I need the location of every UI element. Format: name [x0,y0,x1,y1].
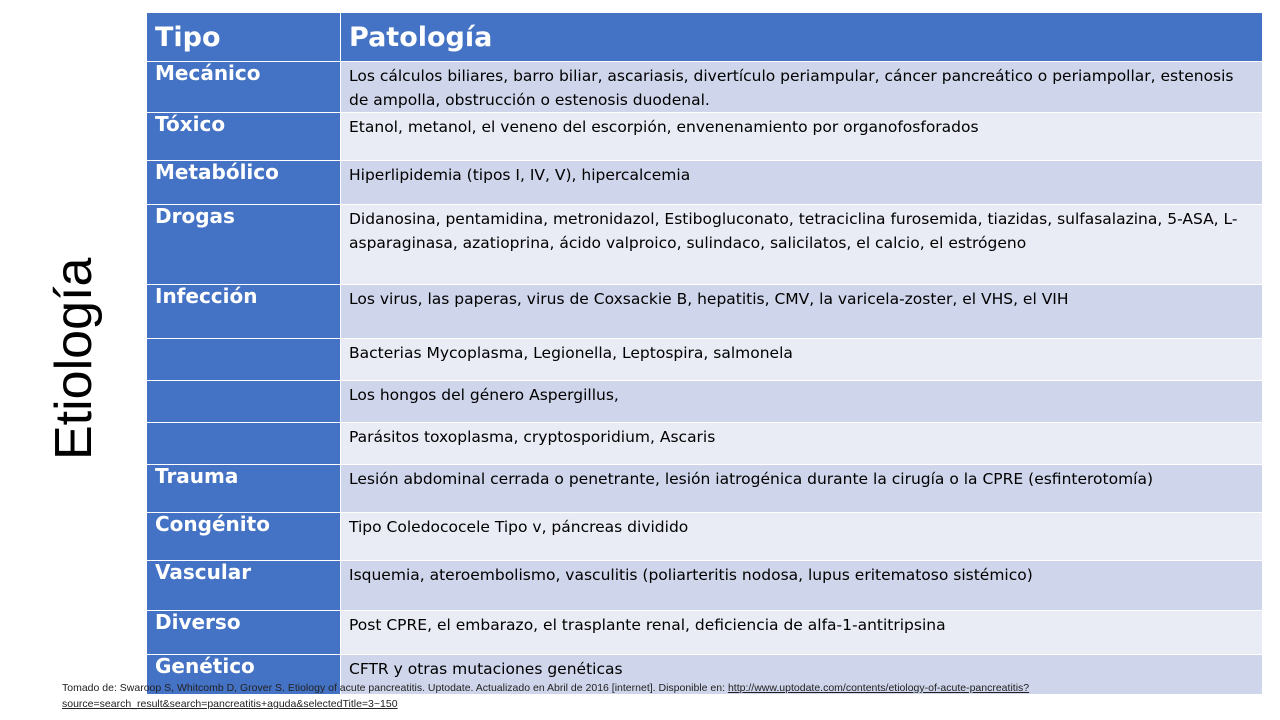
row-tipo [147,339,341,381]
row-patologia: Tipo Coledococele Tipo v, páncreas dividido [341,513,1263,561]
header-tipo: Tipo [147,13,341,62]
row-patologia: Hiperlipidemia (tipos I, IV, V), hipercalcemia [341,161,1263,205]
row-patologia: CFTR y otras mutaciones genéticas [341,655,1263,695]
table-row [147,513,1263,561]
table-row [147,465,1263,513]
table-row [147,611,1263,655]
row-patologia: Bacterias Mycoplasma, Legionella, Leptospira, salmonela [341,339,1263,381]
table-row [147,62,1263,113]
header-patologia: Patología [341,13,1263,62]
reference-link[interactable]: http://www.uptodate.com/contents/etiology-of-acute-pancreatitis?source=search_result&search=pancreatitis+aguda&selectedTitle=3~150 [62,682,1030,710]
row-tipo: Drogas [147,205,341,285]
etiology-table [146,12,1263,695]
row-tipo: Genético [147,655,341,695]
row-tipo: Mecánico [147,62,341,113]
row-tipo: Tóxico [147,113,341,161]
table-row [147,205,1263,285]
table-row [147,339,1263,381]
row-patologia: Los hongos del género Aspergillus, [341,381,1263,423]
row-patologia: Isquemia, ateroembolismo, vasculitis (poliarteritis nodosa, lupus eritematoso sistémico) [341,561,1263,611]
row-tipo: Metabólico [147,161,341,205]
row-tipo: Diverso [147,611,341,655]
row-patologia: Didanosina, pentamidina, metronidazol, Estibogluconato, tetraciclina furosemida, tiazidas, sulfasalazina, 5-ASA, L-asparaginasa, azatioprina, ácido valproico, sulindaco, salicilatos, el calcio, el estrógeno [341,205,1263,285]
row-tipo [147,423,341,465]
row-tipo: Infección [147,285,341,339]
table-row [147,285,1263,339]
row-patologia: Parásitos toxoplasma, cryptosporidium, Ascaris [341,423,1263,465]
row-tipo: Congénito [147,513,341,561]
table-row [147,561,1263,611]
side-title: Etiología [45,257,103,460]
row-patologia: Lesión abdominal cerrada o penetrante, lesión iatrogénica durante la cirugía o la CPRE (esfinterotomía) [341,465,1263,513]
row-patologia: Etanol, metanol, el veneno del escorpión, envenenamiento por organofosforados [341,113,1263,161]
row-tipo [147,381,341,423]
table-row [147,423,1263,465]
reference-note [62,680,1192,712]
row-patologia: Los virus, las paperas, virus de Coxsackie B, hepatitis, CMV, la varicela-zoster, el VHS, el VIH [341,285,1263,339]
reference-text: Tomado de: Swaroop S, Whitcomb D, Grover S. Etiology of acute pancreatitis. Uptodate. Actualizado en Abril de 2016 [internet]. Disponible en: [62,682,728,694]
row-tipo: Trauma [147,465,341,513]
table-header-row [147,13,1263,62]
row-patologia: Los cálculos biliares, barro biliar, ascariasis, divertículo periampular, cáncer pancreático o periampollar, estenosis de ampolla, obstrucción o estenosis duodenal. [341,62,1263,113]
table-row [147,113,1263,161]
row-tipo: Vascular [147,561,341,611]
table-row [147,161,1263,205]
table-row [147,381,1263,423]
row-patologia: Post CPRE, el embarazo, el trasplante renal, deficiencia de alfa-1-antitripsina [341,611,1263,655]
